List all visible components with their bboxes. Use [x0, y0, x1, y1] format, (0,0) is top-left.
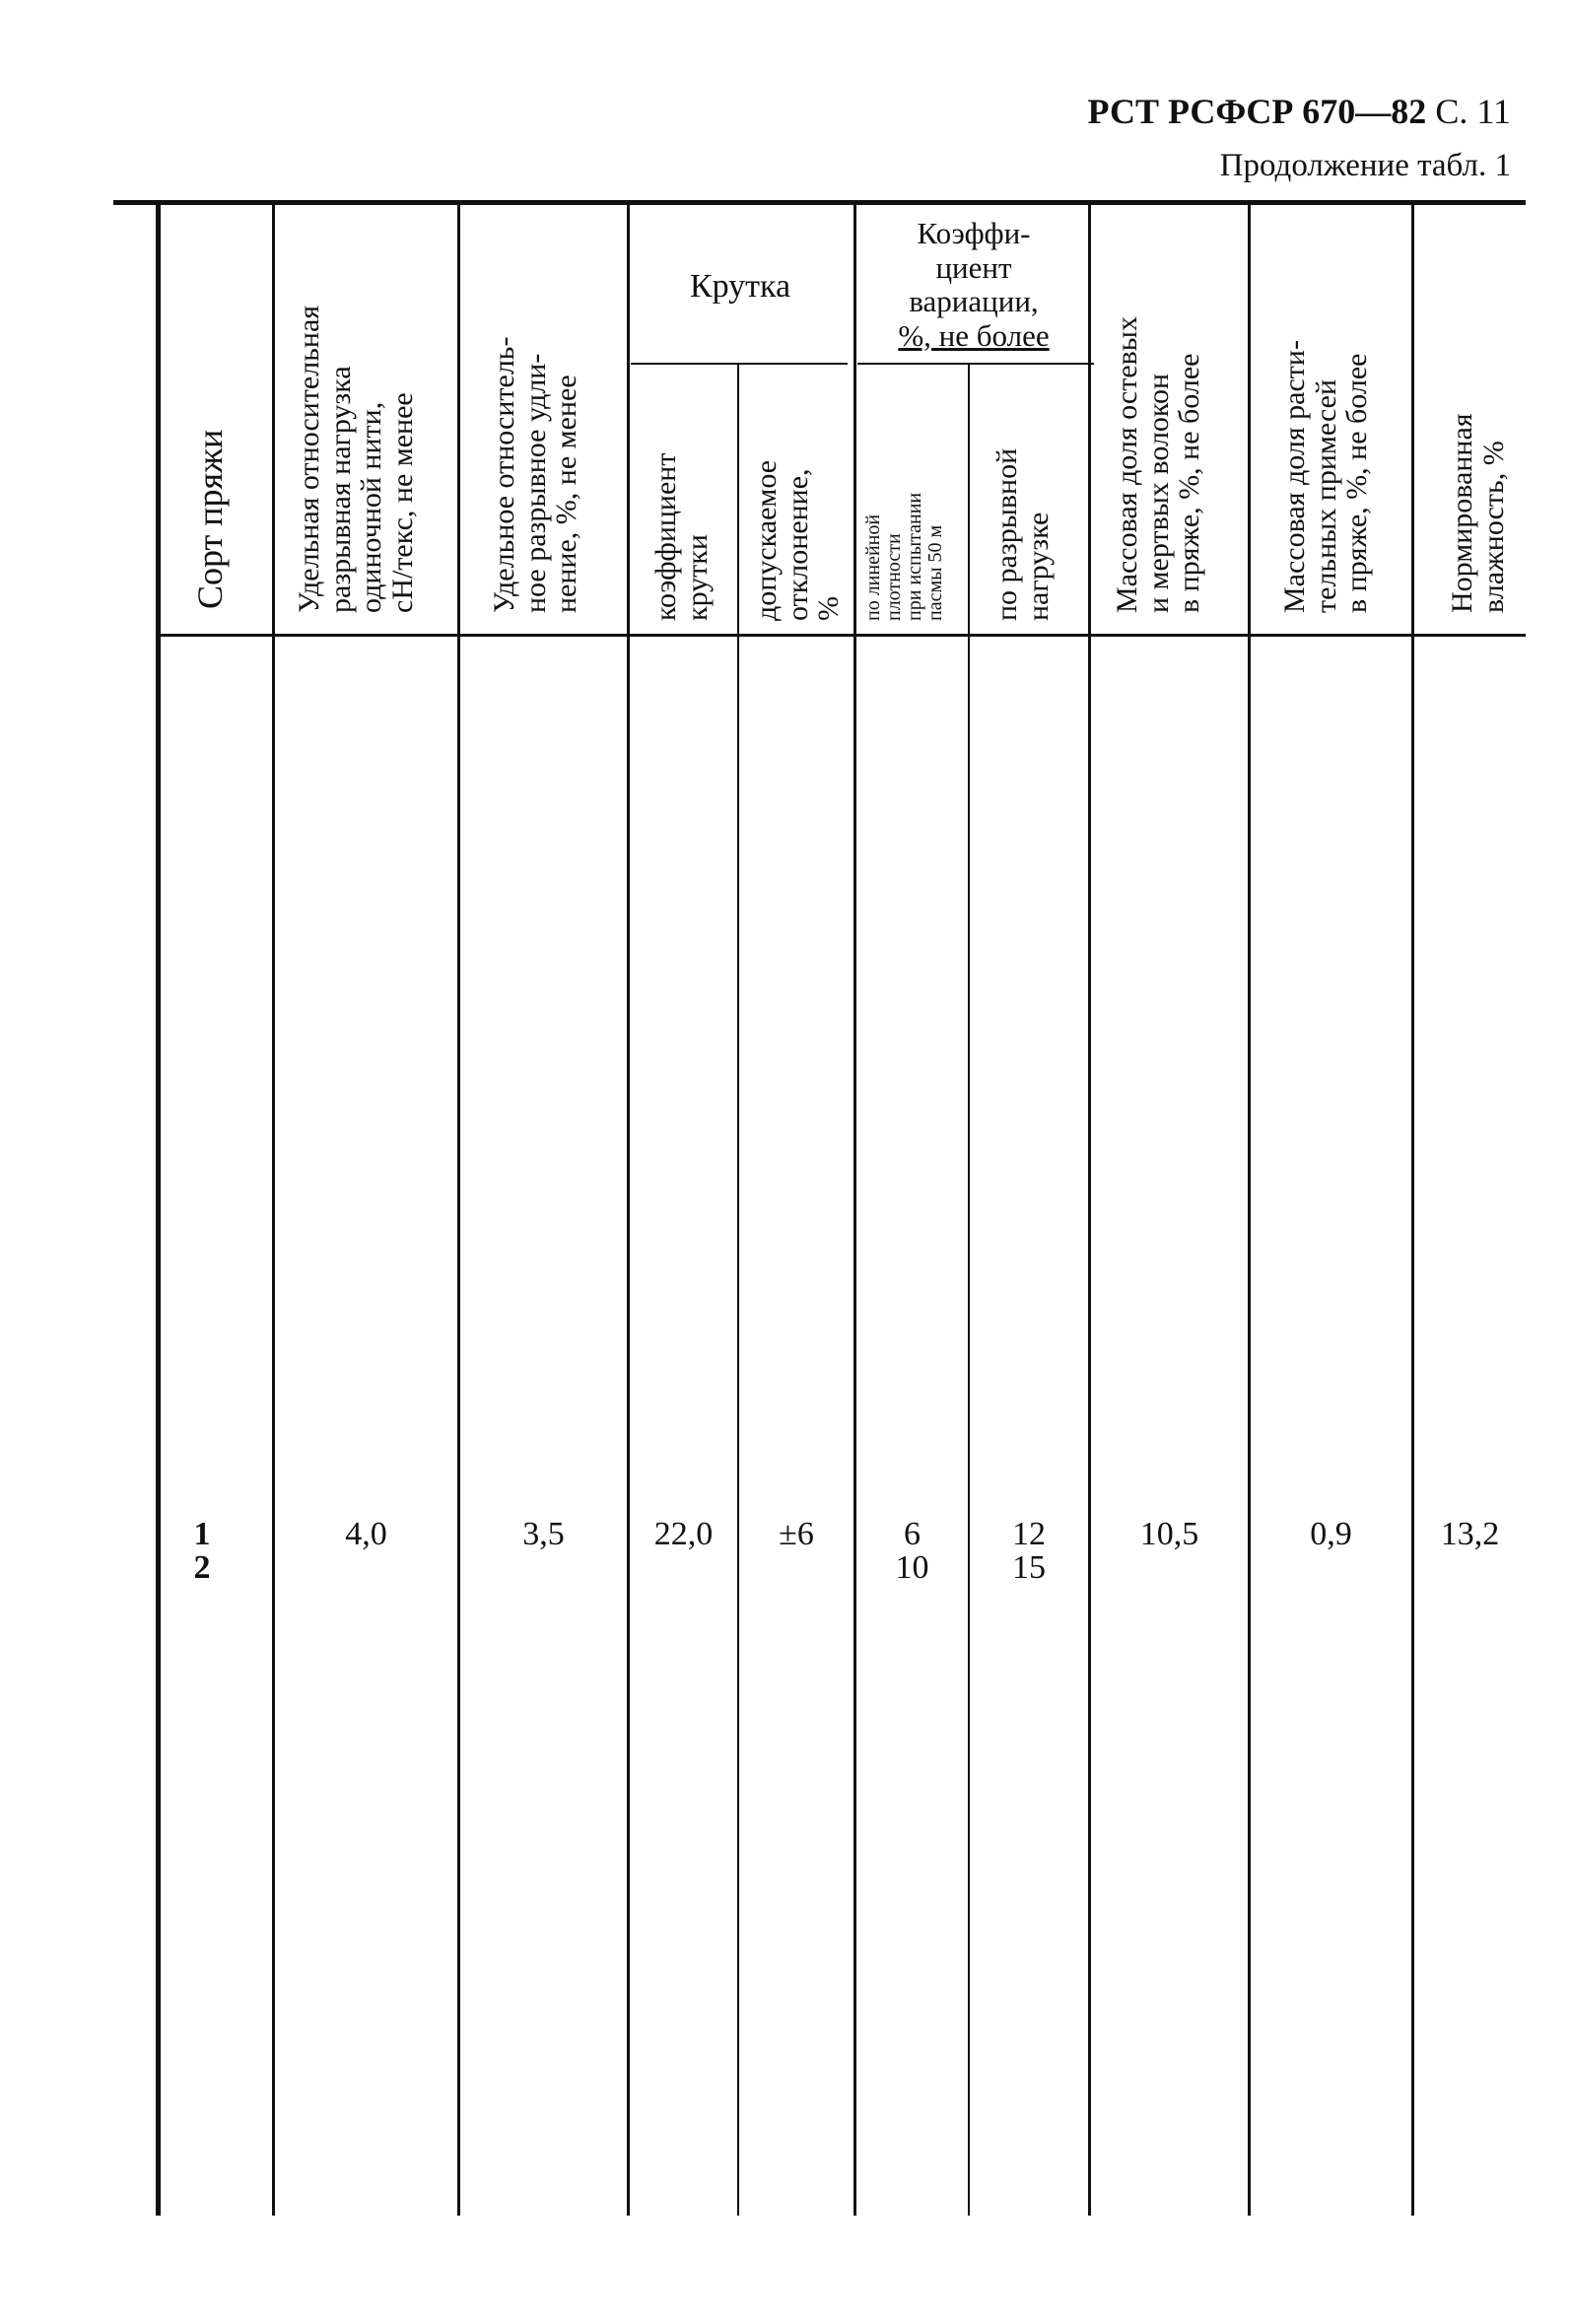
cell-awn-fibers: 10,5: [1139, 1516, 1199, 1552]
header-variation-coefficient: Коэффи- циент вариации, %, не более: [898, 216, 1050, 354]
header-twist-deviation: допускаемое отклонение, %: [750, 459, 845, 621]
col-divider-5: [853, 205, 856, 2216]
col-divider-4: [737, 365, 739, 2216]
cell-twist-deviation: ±6: [779, 1516, 814, 1552]
col-divider-6: [968, 365, 970, 2216]
header-breaking-load: Удельная относительная разрывная нагрузка одиночной нити, сН/текс, не менее: [293, 305, 419, 613]
cell-twist-coefficient: 22,0: [653, 1516, 714, 1552]
table-continuation-label: Продолжение табл. 1: [1219, 148, 1511, 183]
col-divider-8: [1248, 205, 1251, 2216]
header-elongation: Удельное относитель- ное разрывное удли- нение, %, не менее: [488, 336, 582, 613]
col-divider-1: [272, 205, 275, 2216]
cell-moisture: 13,2: [1440, 1516, 1500, 1552]
cell-elongation: 3,5: [522, 1516, 565, 1552]
page-number: С. 11: [1435, 92, 1511, 131]
header-awn-fibers: Массовая доля остевых и мертвых волокон в пряже, %, не более: [1111, 316, 1205, 613]
table-top-rule: [113, 200, 1526, 205]
header-twist-coefficient: коэффициент крутки: [649, 452, 714, 621]
cv-group-rule: [857, 363, 1094, 365]
header-moisture: Нормированная влажность, %: [1446, 413, 1510, 613]
table-left-border: [156, 205, 161, 2216]
cell-cv-breaking-load: 12 15: [1012, 1516, 1046, 1586]
header-twist: Крутка: [689, 268, 791, 305]
document-code: РСТ РСФСР 670—82 С. 11: [1087, 92, 1511, 131]
col-divider-7: [1088, 205, 1091, 2216]
cell-plant-impurities: 0,9: [1310, 1516, 1352, 1552]
cell-grade: 1 2: [193, 1516, 211, 1586]
col-divider-2: [457, 205, 460, 2216]
col-divider-3: [627, 205, 630, 2216]
header-yarn-grade: Сорт пряжи: [190, 429, 230, 609]
col-divider-9: [1411, 205, 1414, 2216]
twist-group-rule: [631, 363, 848, 365]
cell-cv-linear-density: 6 10: [895, 1516, 929, 1586]
header-bottom-rule: [158, 634, 1526, 637]
cell-breaking-load: 4,0: [345, 1516, 387, 1552]
header-cv-linear-density: по линейной плотности при испытании пасмы 50 м: [862, 492, 946, 621]
header-cv-breaking-load: по разрывной нагрузке: [990, 447, 1055, 621]
header-plant-impurities: Массовая доля расти- тельных примесей в пряже, %, не более: [1278, 340, 1373, 613]
